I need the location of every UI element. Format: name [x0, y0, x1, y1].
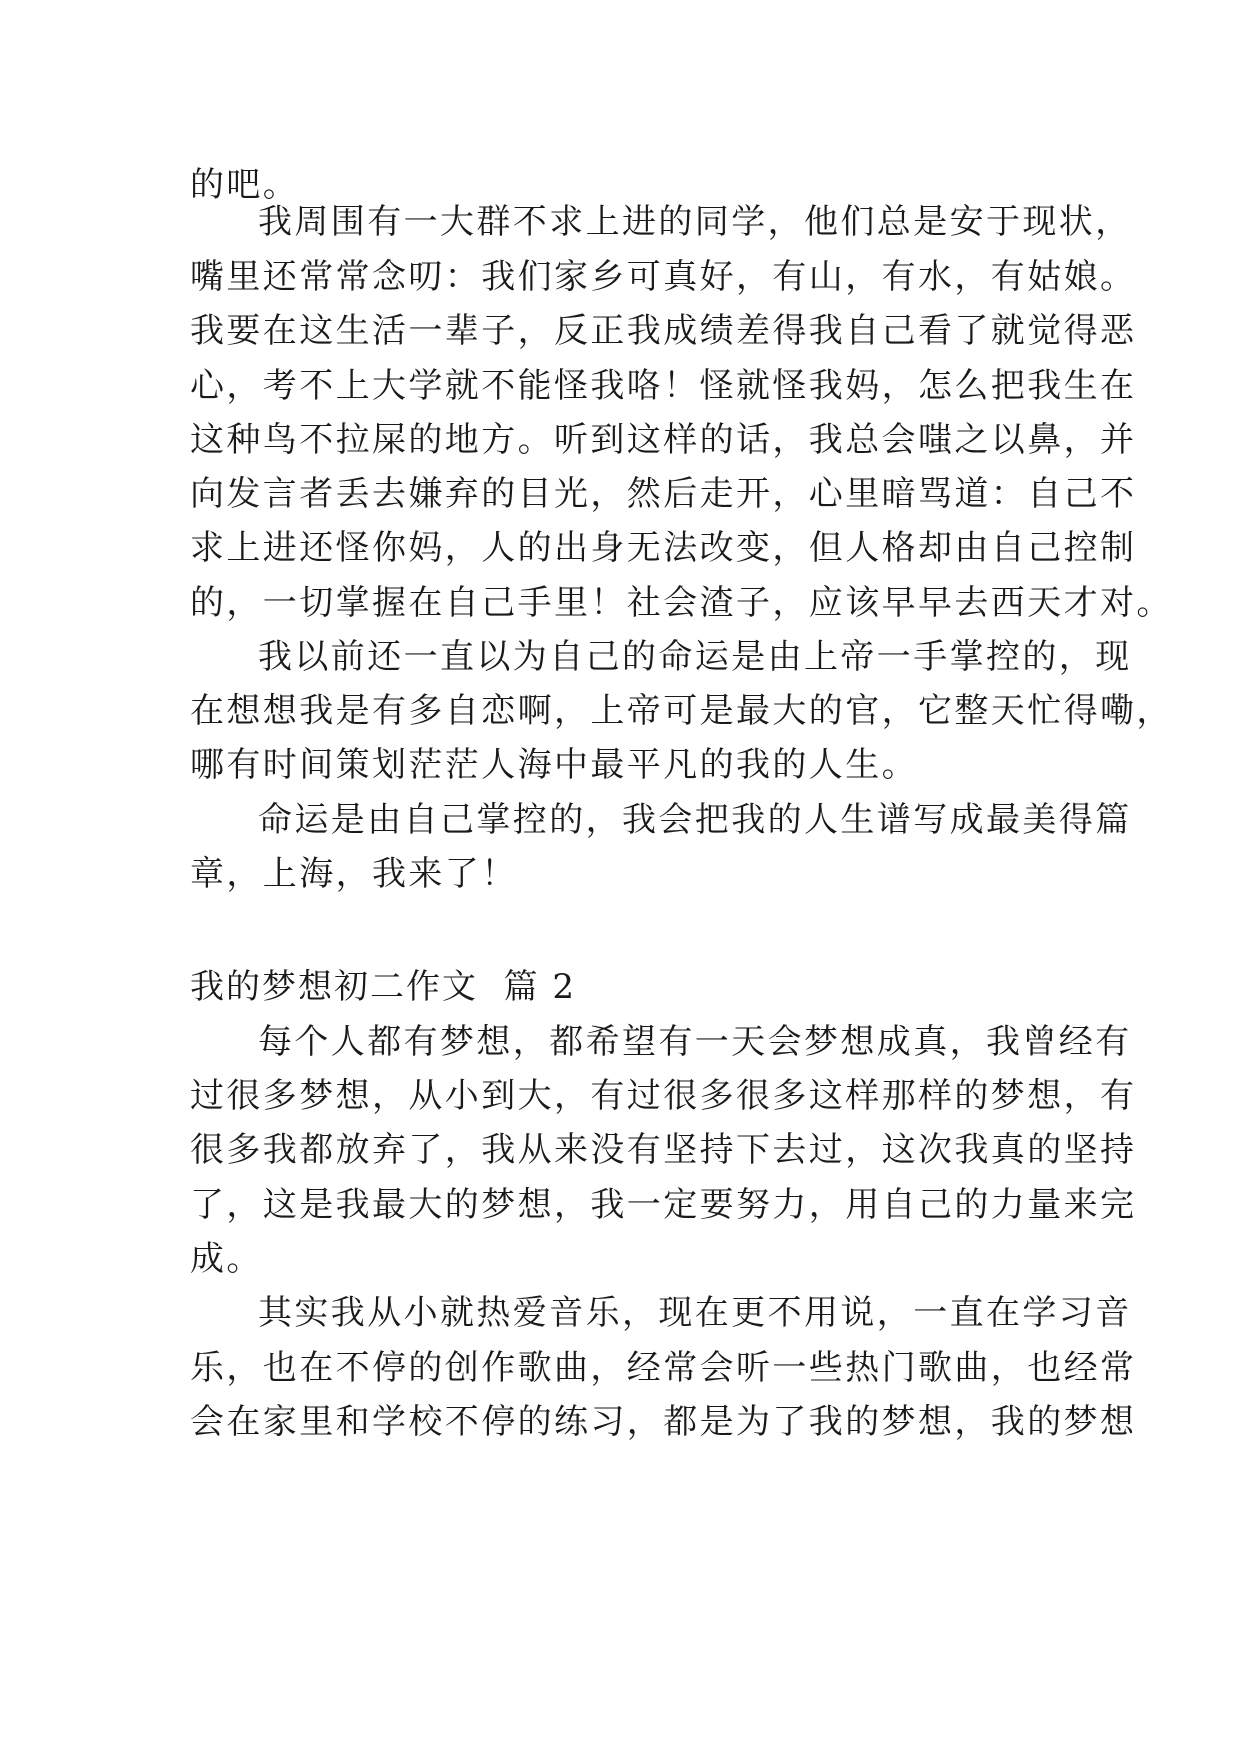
text-line: 很多我都放弃了，我从来没有坚持下去过，这次我真的坚持	[190, 1130, 1137, 1170]
text-line: 心，考不上大学就不能怪我咯！怪就怪我妈，怎么把我生在	[190, 366, 1137, 406]
paragraph-start-line: 每个人都有梦想，都希望有一天会梦想成真，我曾经有	[258, 1022, 1132, 1062]
text-line: 求上进还怪你妈，人的出身无法改变，但人格却由自己控制	[190, 528, 1137, 568]
text-line: 的吧。	[190, 165, 300, 205]
text-line: 章，上海，我来了！	[190, 854, 518, 894]
paragraph-start-line: 我以前还一直以为自己的命运是由上帝一手掌控的，现	[258, 637, 1132, 677]
text-line: 过很多梦想，从小到大，有过很多很多这样那样的梦想，有	[190, 1076, 1137, 1116]
text-line: 在想想我是有多自恋啊，上帝可是最大的官，它整天忙得嘞，	[190, 691, 1173, 731]
paragraph-start-line: 我周围有一大群不求上进的同学，他们总是安于现状，	[258, 202, 1132, 242]
text-line: 会在家里和学校不停的练习，都是为了我的梦想，我的梦想	[190, 1402, 1137, 1442]
text-line: 向发言者丢去嫌弃的目光，然后走开，心里暗骂道：自己不	[190, 474, 1137, 514]
text-line: 了，这是我最大的梦想，我一定要努力，用自己的力量来完	[190, 1185, 1137, 1225]
text-line: 我要在这生活一辈子，反正我成绩差得我自己看了就觉得恶	[190, 311, 1137, 351]
text-line: 这种鸟不拉屎的地方。听到这样的话，我总会嗤之以鼻，并	[190, 420, 1137, 460]
text-line: 哪有时间策划茫茫人海中最平凡的我的人生。	[190, 745, 918, 785]
section-heading: 我的梦想初二作文 篇 2	[190, 967, 577, 1007]
paragraph-start-line: 命运是由自己掌控的，我会把我的人生谱写成最美得篇	[258, 800, 1132, 840]
text-line: 成。	[190, 1239, 263, 1279]
paragraph-start-line: 其实我从小就热爱音乐，现在更不用说，一直在学习音	[258, 1293, 1132, 1333]
text-line: 嘴里还常常念叨：我们家乡可真好，有山，有水，有姑娘。	[190, 257, 1137, 297]
text-line: 的，一切掌握在自己手里！社会渣子，应该早早去西天才对。	[190, 583, 1173, 623]
text-line: 乐，也在不停的创作歌曲，经常会听一些热门歌曲，也经常	[190, 1348, 1137, 1388]
